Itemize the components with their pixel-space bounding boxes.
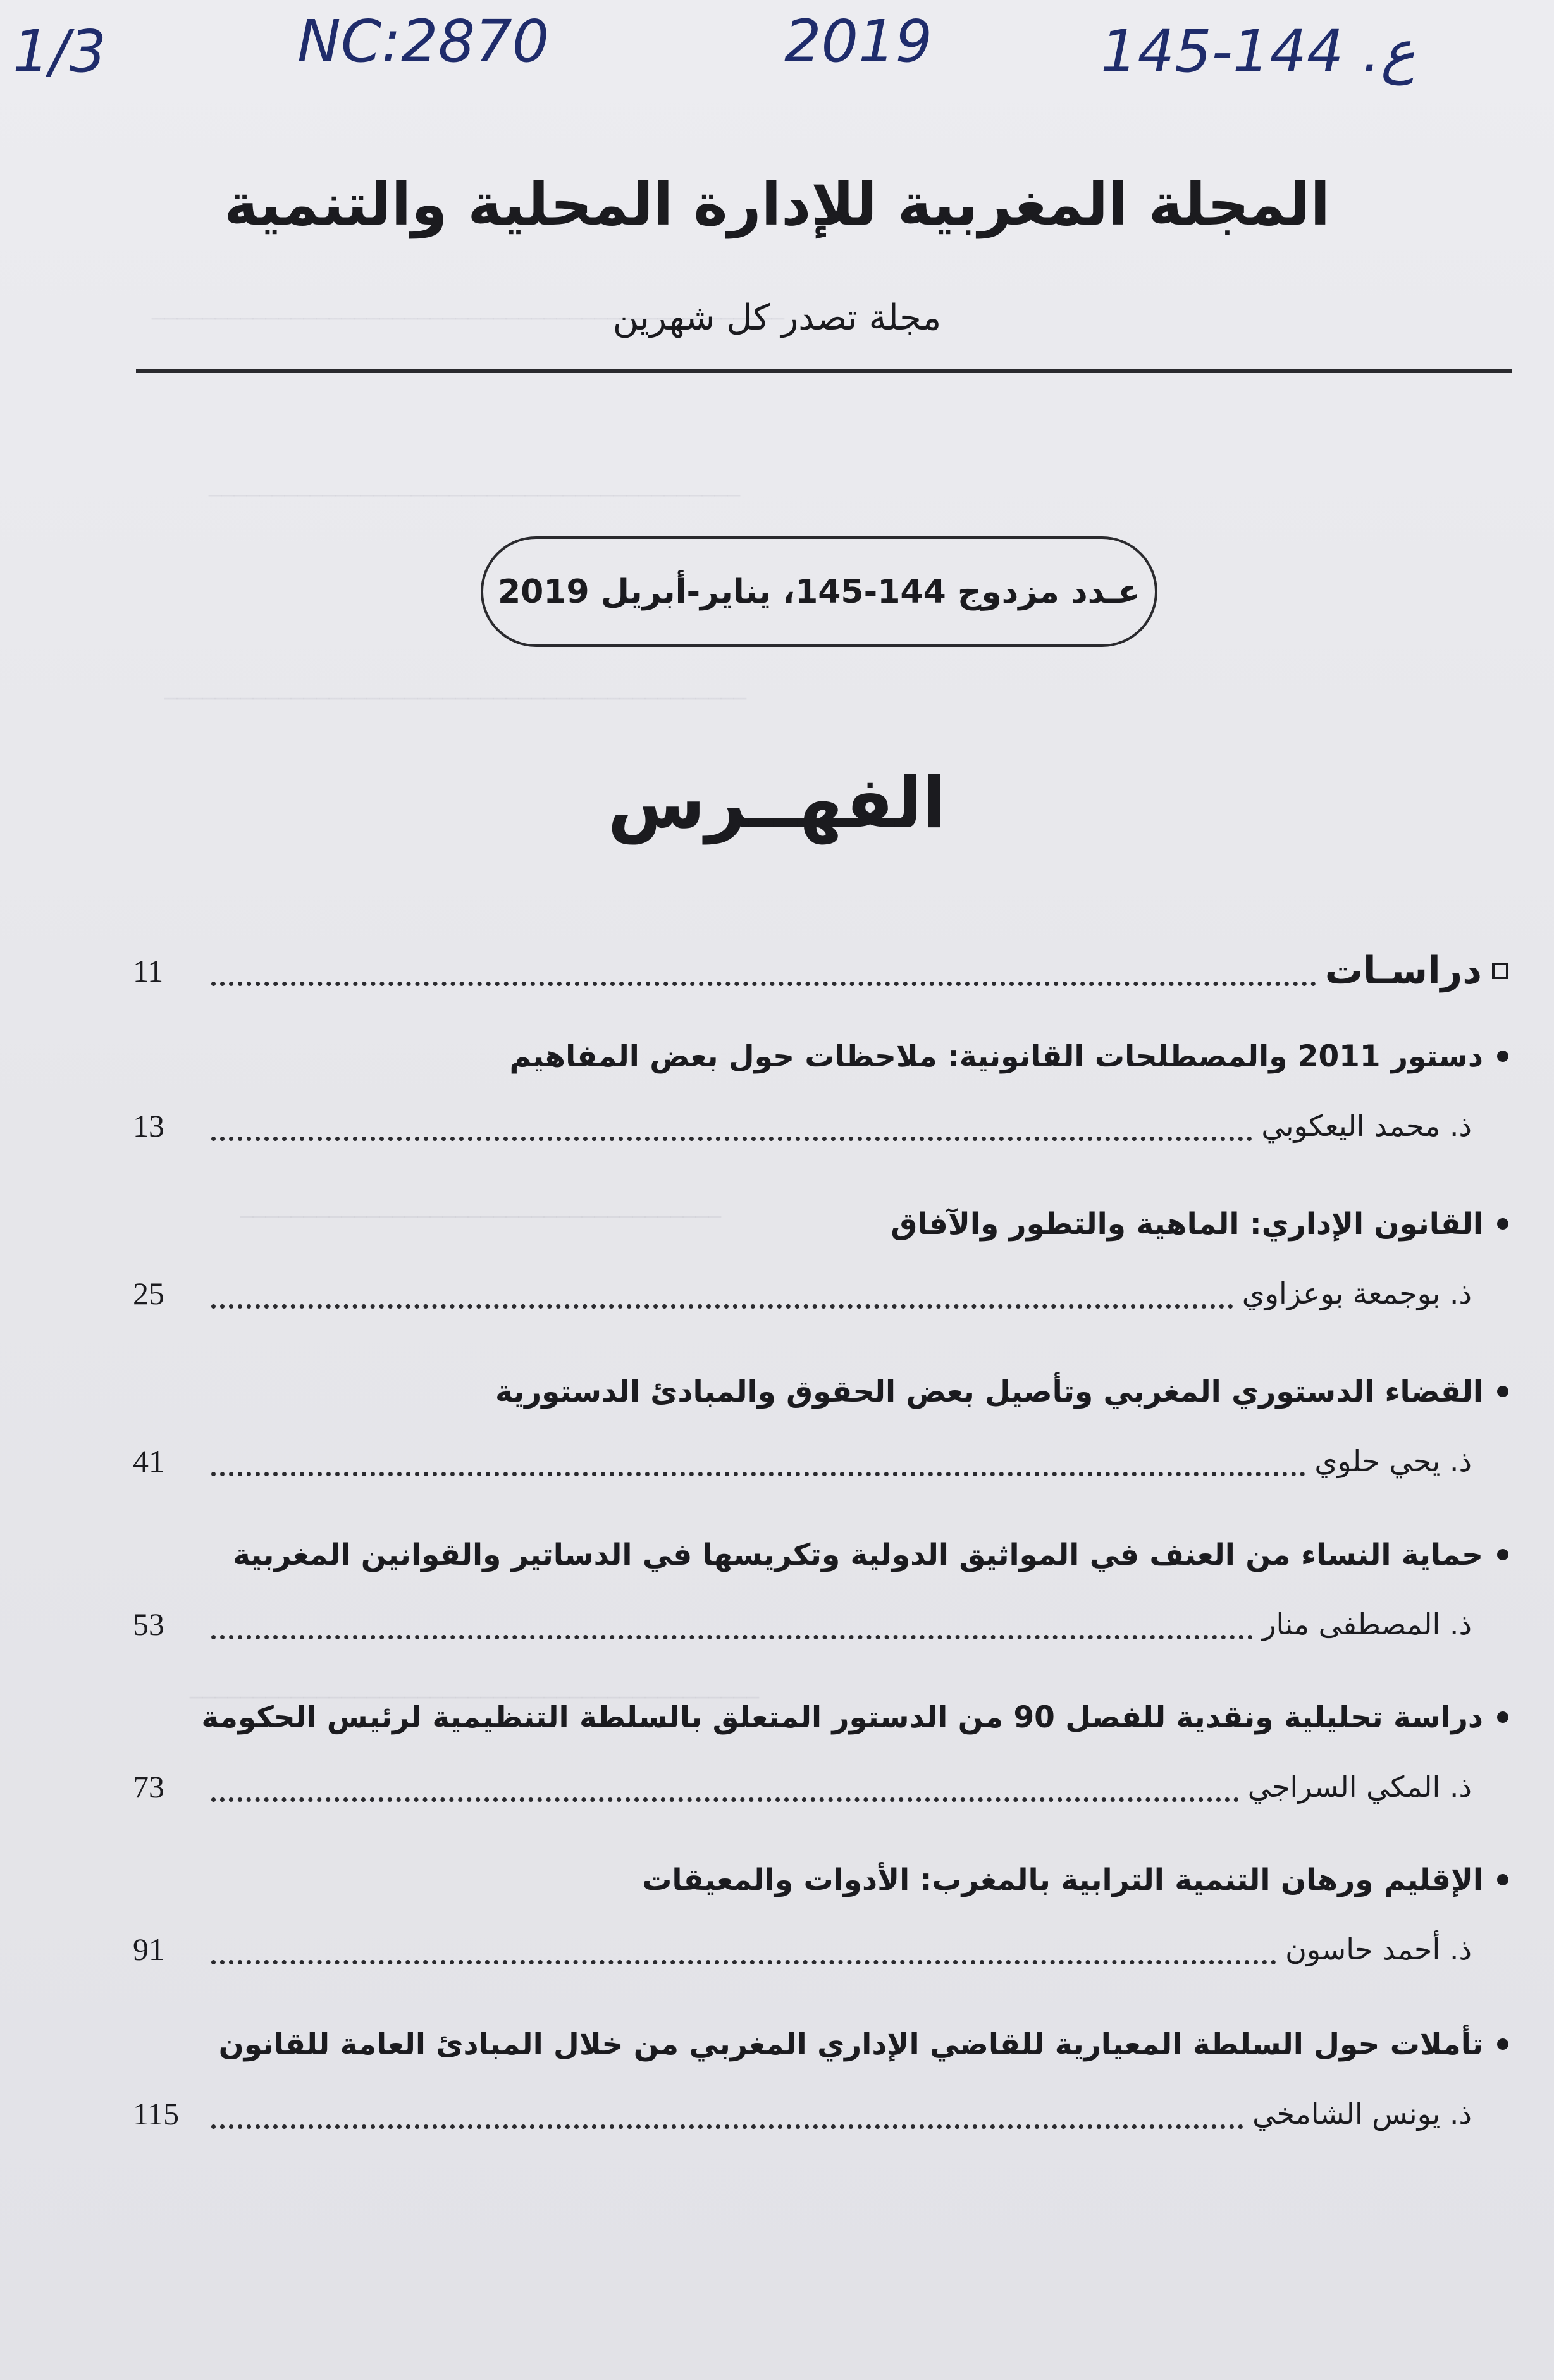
entry-title-row — [133, 1366, 1508, 1417]
entry-author-row — [133, 2088, 1508, 2139]
entry-page-number: 115 — [133, 2096, 180, 2131]
toc-entry — [133, 1366, 1508, 1486]
entry-title: حماية النساء من العنف في المواثيق الدولية وتكريسها في الدساتير والقوانين المغربية — [233, 1537, 1483, 1572]
entry-author: ذ. المصطفى منار — [1262, 1607, 1472, 1641]
dot-leader — [211, 1610, 1253, 1639]
toc-entry — [133, 1692, 1508, 1812]
entry-title: تأملات حول السلطة المعيارية للقاضي الإداري المغربي من خلال المبادئ العامة للقانون — [218, 2026, 1483, 2062]
handwritten-fraction: 1/3 — [13, 18, 107, 85]
section-label: دراسـات — [1324, 949, 1482, 993]
dot-leader — [211, 956, 1316, 986]
entry-author: ذ. أحمد حاسون — [1285, 1932, 1472, 1966]
toc-entry — [133, 1854, 1508, 1975]
entry-author-row — [133, 1436, 1508, 1486]
entry-title-row — [133, 1854, 1508, 1905]
bleed-through-text: ______________________________________________ — [164, 670, 746, 700]
square-bullet-icon — [1492, 963, 1508, 979]
entry-author-row — [133, 1268, 1508, 1319]
entry-title-row — [133, 1199, 1508, 1249]
toc-heading: الفهــرس — [607, 762, 947, 844]
entry-title-row — [133, 1529, 1508, 1580]
bullet-icon — [1497, 1874, 1508, 1885]
bleed-through-text: __________________________________________________ — [152, 291, 784, 320]
entry-author: ذ. يونس الشامخي — [1252, 2097, 1472, 2131]
entry-page-number: 25 — [133, 1276, 164, 1311]
entry-title: دستور 2011 والمصطلحات القانونية: ملاحظات حول بعض المفاهيم — [509, 1039, 1483, 1074]
issue-badge — [481, 536, 1157, 647]
entry-title-row — [133, 1692, 1508, 1742]
dot-leader — [211, 1111, 1252, 1141]
entry-author: ذ. يحي حلوي — [1314, 1444, 1472, 1478]
toc-section-studies — [133, 946, 1508, 996]
entry-author-row — [133, 1599, 1508, 1649]
entry-author-row — [133, 1101, 1508, 1151]
handwritten-issue: 145-144 .ع — [1101, 18, 1415, 85]
entry-page-number: 91 — [133, 1932, 164, 1967]
toc-entry — [133, 1031, 1508, 1151]
dot-leader — [211, 2099, 1243, 2129]
entry-page-number: 41 — [133, 1443, 164, 1479]
bleed-through-text: __________________________________________ — [209, 468, 740, 497]
entry-title: دراسة تحليلية ونقدية للفصل 90 من الدستور المتعلق بالسلطة التنظيمية لرئيس الحكومة — [201, 1699, 1483, 1735]
entry-title-row — [133, 1031, 1508, 1082]
section-label-wrap — [1325, 949, 1508, 993]
dot-leader — [211, 1935, 1276, 1964]
journal-subtitle: مجلة تصدر كل شهرين — [612, 297, 942, 338]
entry-page-number: 13 — [133, 1108, 164, 1144]
entry-author: ذ. محمد اليعكوبي — [1261, 1109, 1472, 1143]
bleed-through-text: _____________________________________________ — [190, 1670, 759, 1699]
section-page-number: 11 — [133, 953, 164, 989]
handwritten-year: 2019 — [784, 8, 933, 75]
dot-leader — [211, 1446, 1305, 1476]
toc-entry — [133, 1529, 1508, 1649]
entry-title-row — [133, 2019, 1508, 2069]
entry-title: الإقليم ورهان التنمية الترابية بالمغرب: الأدوات والمعيقات — [642, 1862, 1483, 1897]
bullet-icon — [1497, 1386, 1508, 1397]
toc-entry — [133, 1199, 1508, 1319]
entry-page-number: 73 — [133, 1769, 164, 1804]
entry-title: القضاء الدستوري المغربي وتأصيل بعض الحقوق والمبادئ الدستورية — [495, 1374, 1483, 1409]
bullet-icon — [1497, 1549, 1508, 1560]
bleed-through-text: ______________________________________ — [240, 1189, 721, 1218]
entry-author: ذ. بوجمعة بوعزاوي — [1242, 1276, 1472, 1310]
entry-author-row — [133, 1924, 1508, 1975]
handwritten-nc-number: NC:2870 — [297, 8, 550, 75]
dot-leader — [211, 1772, 1239, 1802]
entry-author: ذ. المكي السراجي — [1247, 1770, 1472, 1804]
bullet-icon — [1497, 1051, 1508, 1062]
issue-label: عـدد مزدوج 144-145، يناير-أبريل 2019 — [497, 572, 1141, 611]
bullet-icon — [1497, 2038, 1508, 2050]
entry-author-row — [133, 1761, 1508, 1812]
header-rule — [136, 369, 1512, 373]
dot-leader — [211, 1279, 1233, 1309]
bullet-icon — [1497, 1218, 1508, 1230]
entry-page-number: 53 — [133, 1606, 164, 1642]
journal-title: المجلة المغربية للإدارة المحلية والتنمية — [223, 171, 1331, 238]
entry-title: القانون الإداري: الماهية والتطور والآفاق — [891, 1206, 1483, 1242]
toc-entry — [133, 2019, 1508, 2139]
bullet-icon — [1497, 1711, 1508, 1723]
